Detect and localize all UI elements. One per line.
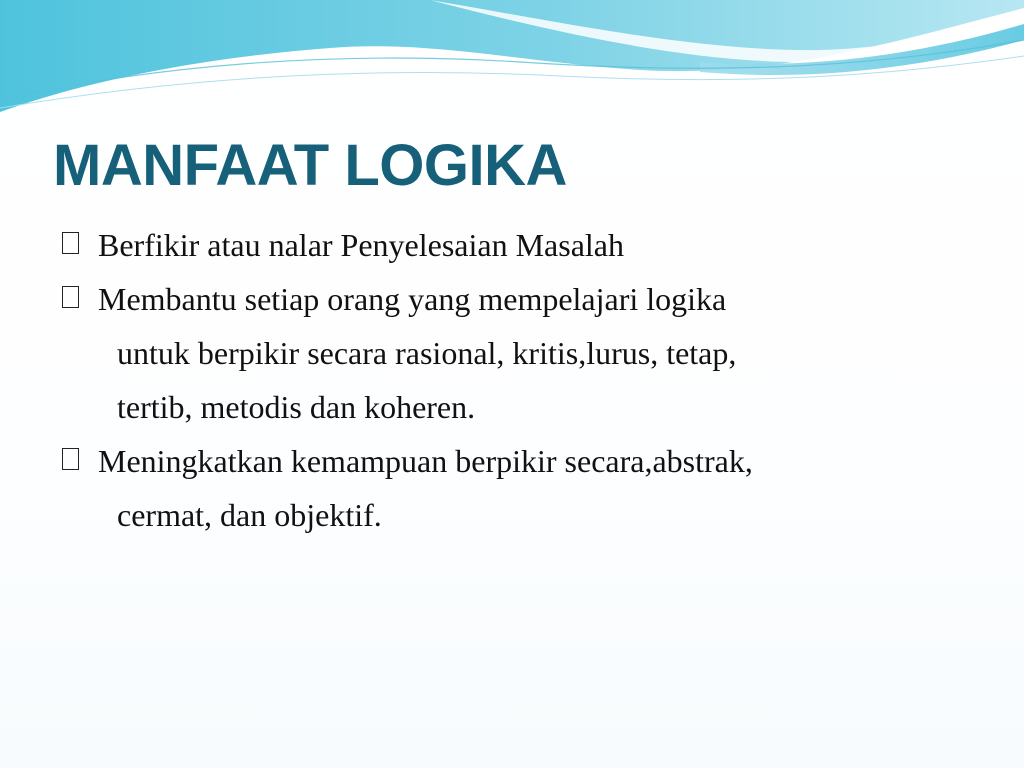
bullet-item	[60, 272, 990, 434]
bullet-line: tertib, metodis dan koheren.	[117, 389, 476, 425]
slide-title: MANFAAT LOGIKA	[53, 133, 567, 198]
missing-glyph-box-icon	[62, 286, 79, 308]
bullet-line: cermat, dan objektif.	[117, 497, 382, 533]
bullet-list	[60, 218, 990, 542]
missing-glyph-box-icon	[62, 232, 79, 254]
bullet-line: Meningkatkan kemampuan berpikir secara,abstrak,	[98, 443, 753, 479]
bullet-item	[60, 218, 990, 272]
missing-glyph-box-icon	[62, 448, 79, 470]
bullet-item	[60, 434, 990, 542]
bullet-line: untuk berpikir secara rasional, kritis,lurus, tetap,	[117, 335, 737, 371]
bullet-line: Membantu setiap orang yang mempelajari logika	[98, 281, 727, 317]
decorative-wave-header	[0, 0, 1024, 140]
bullet-line: Berfikir atau nalar Penyelesaian Masalah	[98, 227, 624, 263]
